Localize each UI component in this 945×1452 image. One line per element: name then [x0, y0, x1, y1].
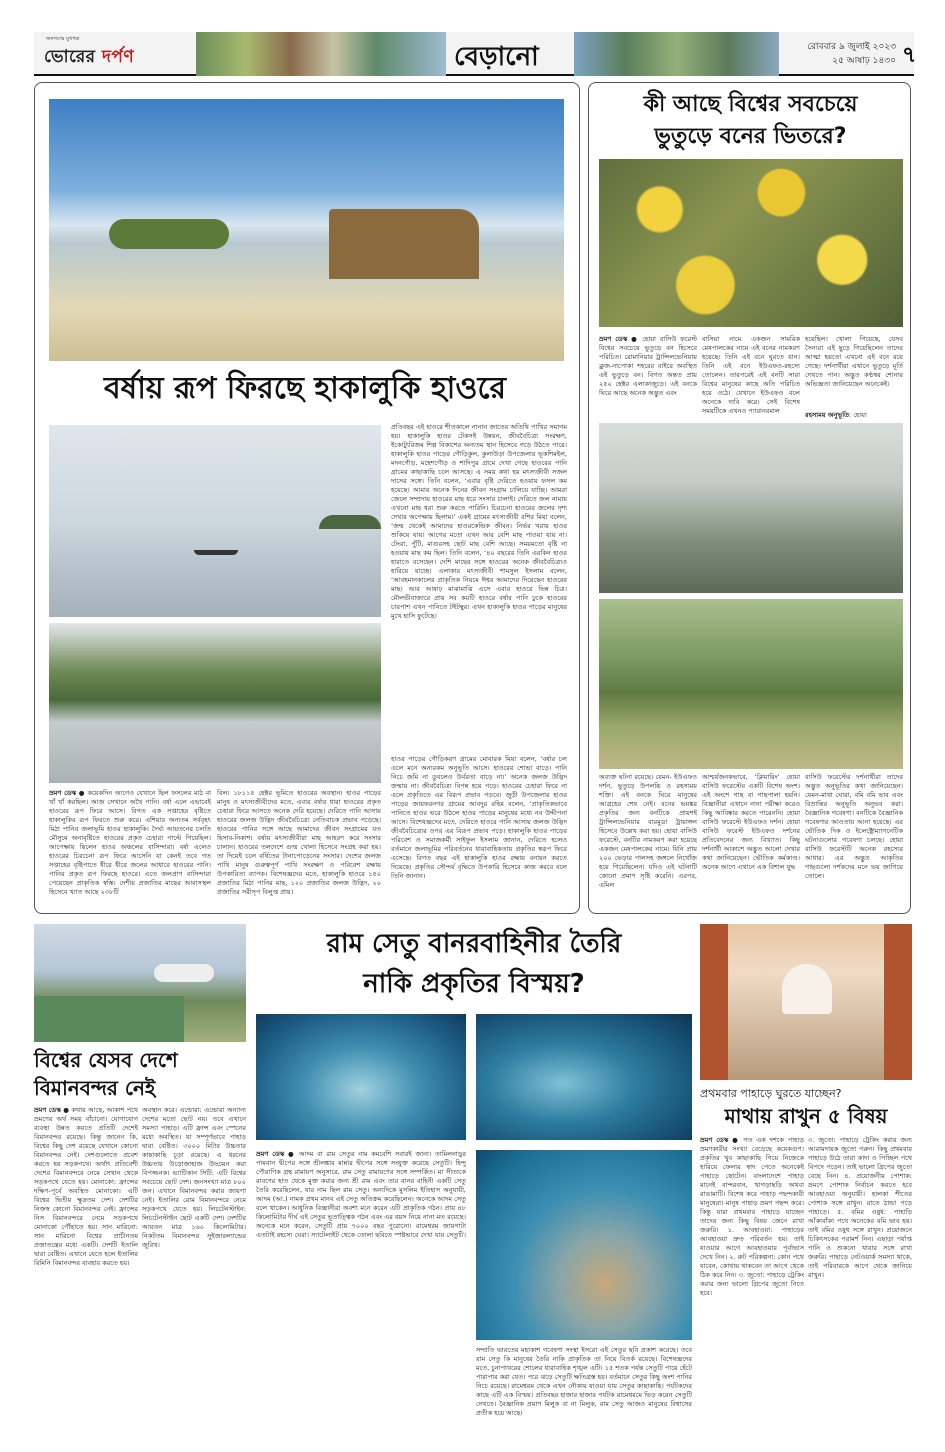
helipad-shape — [34, 996, 184, 1042]
ramsetu-headline-line-2: নাকি প্রকৃতির বিস্ময়? — [363, 969, 585, 999]
boat-shape — [194, 550, 238, 555]
airport-headline-line-2: বিমানবন্দর নেই — [34, 1076, 156, 1100]
airport-headline — [34, 1046, 246, 1102]
haor-article — [34, 82, 580, 914]
hill-article — [700, 924, 912, 1424]
airport-col-1-text: কথায় আছে, আকাশ পথে ভ্রমণের অর্থ সময় বাঁচানো। যোগাযোগ ব্যবস্থা উন্নত করতে প্রতিটি দেশেই বিমানবন্দর রয়েছে। কিন্তু জানেন কি, বিশ্বের কিছু দেশ রয়েছে যেখানে কোনো বিমানবন্দর নেই। দেশগুলোতে প্রবেশ করতে হয় সড়কপথে। অর্থাৎ প্রতিবেশী দেশের বিমানবন্দরে নেমে সেখান থেকে সড়কপথে যেতে হয়। মোনাকো: ফ্রান্সের দক্ষিণ-পূর্বে অবস্থিত মোনাকো। এটি বিশ্বের দ্বিতীয় ক্ষুদ্রতম দেশ। দেশটির নিজস্ব কোনো বিমানবন্দর নেই। ফ্রান্সের নিস বিমানবন্দরে নেমে সড়কপথে মোনাকো পৌঁছাতে হয়। সান মারিনো: সান মারিনো বিশ্বের প্রাচীনতম প্রজাতন্ত্রের মধ্যে একটি। দেশটি ইতালি দ্বারা বেষ্টিত। এখানে যেতে হলে ইতালির রিমিনি বিমানবন্দর ব্যবহার করতে হয়। — [34, 1106, 138, 1267]
masthead-photo-left — [196, 32, 446, 76]
helipad-photo — [34, 924, 246, 1042]
airport-byline: ভ্রমণ ডেস্ক — [34, 1106, 61, 1114]
forest-col-3: হয়েছিল। খোলা গিয়েছে, যেসব সৈন্যরা এই ছুড়ে গিয়েছিলেন তাদের আত্মা হয়তো এখনো এই বনে রয়ে গেছে। দর্শনার্থীরা এখানে ভুতুড়ে মূর্তি দেখতে পান। অদ্ভুত কণ্ঠস্বর শোনার অভিজ্ঞতা জানিয়েছেন অনেকেই। — [805, 335, 903, 388]
taj-mahal-photo — [700, 924, 912, 1080]
ramsetu-byline: ভ্রমণ ডেস্ক — [256, 1150, 285, 1158]
haor-col-1-text: কয়েকদিন আগেও যেখানে ছিল ফসলের মাঠ বা খাঁ খাঁ করছিল। আজ সেখানে অথৈ পানি। বর্ষা এলে এভাবেই হাওরের রূপ ফিরে আসে। বিগত এক সপ্তাহের বৃষ্টিতে হাকালুকির রূপ ফিরতে শুরু করে। এশিয়ার অন্যতম সর্ববৃহৎ মিঠা পানির জলাভূমি হাওর হাকালুকি। দৈর্ঘ্য আয়তনের চলতি মৌসুমে অনাবৃষ্টিতে হাওরের প্রকৃত চেহারা পাল্টে গিয়েছিল। আপেক্ষায় ছিলেন হাওর অঞ্চলের বাসিন্দারা। বর্ষা এলেও হাওরের চিরচেনা রূপ ফিরে আসেনি যা কেনই তবে গত সপ্তাহের বৃষ্টিপাতে ধীরে ধীরে জলের আধারে হাওরের পানি। পানির প্রকৃত রূপ ফিরছে হাওরে। এতে জলপ্রাণ বাসিন্দারা পেয়েছেন প্রাকৃতিক স্বস্তি। দেশীয় প্রজাতির মাছের আবাসস্থল হিসেবে খ্যাত আছে ২৩৮টি — [49, 789, 211, 896]
forest-quote-text: হোয়া — [853, 411, 867, 419]
ramsetu-aerial-photo — [476, 1150, 692, 1340]
forest-quote-label: রহস্যময় অনুভূতি — [805, 411, 849, 419]
hill-byline: ভ্রমণ ডেস্ক — [700, 1136, 729, 1144]
ramsetu-headline — [256, 924, 692, 1004]
ramsetu-satellite-photo-2 — [476, 1014, 692, 1140]
ramsetu-col-2: সম্প্রতি ভারতের মহাকাশ গবেষণা সংস্থা ইসরো এই সেতুর ছবি প্রকাশ করেছে। তবে রাম সেতু কি মানুষের তৈরি নাকি প্রাকৃতিক তা নিয়ে বিতর্ক রয়েছে। বিশেষজ্ঞদের মতে, চুনাপাথরের শোলের ধারাবাহিক শৃঙ্খল এটি। ১৫ শতক পর্যন্ত সেতুটি পায়ে হেঁটে পারাপার করা যেত। পরে ঝড়ে সেতুটি ক্ষতিগ্রস্ত হয়। বর্তমানে সেতুর কিছু অংশ পানির নিচে রয়েছে। রামেশ্বরম থেকে এখন নৌকায় যাওয়া যায় সেতুর কাছাকাছি। পর্যটকদের কাছে এটি এক বিস্ময়। প্রতিবছর হাজার হাজার পর্যটক রামেশ্বরমে ভিড় করেন সেতুটি দেখতে। বৈজ্ঞানিক প্রমাণ মিলুক বা না মিলুক, রাম সেতু আজও মানুষের বিশ্বাসের প্রতীক হয়ে আছে। — [476, 1346, 692, 1417]
airport-headline-line-1: বিশ্বের যেসব দেশে — [34, 1048, 178, 1072]
masthead-photo-right — [574, 32, 779, 76]
haor-col-4: হাওর পাড়ের গৌড়িকরণ গ্রামের মোবারক মিয়া বলেন, ‘বর্ষার চল এলে মনে অন্যরকম অনুভূতি আসে। হাওরের শোভা বাড়ে। পানি নিচে জমি না ডুবলেও উর্বরতা বাড়ে না।’ অনেক জলজ উদ্ভিদ জন্মায় না। জীববৈচিত্র্য বিপন্ন হয়ে পড়ে। হাওরের চেহারা ফিরে না এলে প্রকৃতিতে এর বিরূপ প্রভাব পড়বে। জুড়ী উপজেলার হাওর পাড়ের জায়ফরনগর গ্রামের আবদুর রহিম বলেন, ‘প্রাকৃতিকভাবে পানিতে হাওর ভরে উঠলে হাওর পাড়ের মানুষের মধ্যে নব উদ্দীপনা আসে। বিশেষজ্ঞদের মতে, দেরিতে হাওরে পানি আসায় জলজ উদ্ভিদ জীববৈচিত্র্যের ওপর এর বিরূপ প্রভাব পড়ে। হাকালুকি হাওর পাড়ের পরিবেশ ও সমাজকর্মী সাইফুল ইসলাম জানান, দেরিতে হলেও বর্তমানে জলাভূমির পরিবর্তনের ধারাবাহিকতায় প্রকৃতির স্বরূপ ফিরে এসেছে। বিগত বছর এই হাকালুকি হাওর রক্ষায় বনায়ন করতে দিয়েছে। প্রকৃতির সৌন্দর্য বৃদ্ধিতে উপকারি হিসেবে কাজ করবে বলে তিনি জানান। — [391, 755, 567, 880]
page-number: ৭ — [902, 43, 917, 68]
hill-subhead: প্রথমবার পাহাড়ে ঘুরতে যাচ্ছেন? — [700, 1087, 842, 1100]
haor-byline: ভ্রমণ ডেস্ক — [49, 789, 77, 797]
forest-col-1: ভ্রমণ ডেস্ক ● হোয়া বাসিউ ফরেস্ট বিশ্বের সবচেয়ে ভুতুড়ে বন হিসেবে পরিচিত। রোমানিয়ার ট্রান্সিলভেনিয়ায় ক্লুজ-নাপোকা শহরের বাইরে অবস্থিত এই ভুতুড়ে বন। বিগত অন্তত প্রায় ২৫০ হেক্টর এলাকাজুড়ে। এই বনকে ঘিরে আছে অনেক অদ্ভুত এবং — [599, 335, 697, 397]
dome-shape — [782, 964, 832, 1014]
yellow-forest-photo — [599, 159, 903, 327]
airport-col-2: অবস্থান করে। এন্ডোরা: এন্ডোরা অন্যান্য দেশের মতো ছোট নয়। তবে এখানে সমস্যা পাহাড়। এটি ফ্রান্স এবং স্পেনের মধ্যে অবস্থিত। যা সম্পূর্ণভাবে পাহাড় দ্বারা বেষ্টিত। ৩০০০ মিটার উচ্চতার কাছাকাছি চূড়া রয়েছে। এ ধরনের উচ্চতায় উড়োজাহাজ উড্ডয়ন করা বিপজ্জনক। ভ্যাটিকান সিটি: এটি বিশ্বের সবচেয়ে ছোট দেশ। জনসংখ্যা মাত্র ৮০০ জন। এখানে বিমানবন্দর করার জায়গা নেই। ইতালির রোম বিমানবন্দরে নেমে সড়কপথে যেতে হয়। লিচটেনস্টাইন: লিচটেনস্টাইন ছোট একটি দেশ। দেশটির আয়তন মাত্র ১৬০ কিলোমিটার। নিকটতম বিমানবন্দর সুইজারল্যান্ডের জুরিখ। — [142, 1106, 246, 1249]
masthead — [34, 32, 917, 76]
ramsetu-satellite-photo-1 — [256, 1014, 466, 1140]
logo-part-1: ভোরের — [44, 47, 96, 67]
hut-shape — [329, 209, 479, 279]
hill-col-2: ৩. জুতো: পাহাড়ে ট্রেকিং করার জন্য আরামদায়ক জুতো পরুন। কিছু প্রথমবার পাহাড়ে উঠে তারা কাদা ও পিচ্ছিল পথে বিপদে পড়েন। তাই ভালো গ্রিপের জুতো বেছে নিন। ৪. প্রয়োজনীয় পোশাক: ভ্রমণে পোশাক নির্বাচন করতে হবে আবহাওয়া অনুযায়ী। হালকা শীতের পোশাক সঙ্গে রাখুন। রাতে ঠান্ডা পড়ে পাহাড়ে। ৫. বমির ওষুধ: পাহাড়ি আঁকাবাঁকা পথে অনেকের বমি ভাব হয়। তাই বমির ওষুধ সঙ্গে রাখুন। প্রয়োজনে চিকিৎসকের পরামর্শ নিন। এছাড়া পর্যাপ্ত পানি ও শুকনো খাবার সঙ্গে রাখা জরুরি। পাহাড়ে নেটওয়ার্ক সমস্যা থাকে, তাই পরিবারকে আগে থেকে জানিয়ে রাখুন। — [808, 1136, 912, 1279]
hill-col-1: ভ্রমণ ডেস্ক ● গত এক দশকে পাহাড় ভ্রমণকারীর সংখ্যা বেড়েছে কয়েকগুণ। প্রকৃতির খুব কাছাকাছি গিয়ে নিজেকে হারিয়ে ফেলার স্বাদ পেতে অনেকেই পাহাড়ে ছোটেন। বাংলাদেশে পাহাড় মানেই বান্দরবান, খাগড়াছড়ি অথবা রাঙামাটি। বিশেষ করে পাহাড় পছন্দকারী মানুষেরা। মানুষ পাহাড় ভ্রমণ পছন্দ করে। কিন্তু যারা প্রথমবার পাহাড়ে যাচ্ছেন তাদের জন্য কিছু বিষয় জেনে রাখা জরুরি। ১. আবহাওয়া: পাহাড়ের আবহাওয়া দ্রুত পরিবর্তন হয়। তাই যাওয়ার আগে আবহাওয়ার পূর্বাভাস দেখে নিন। ২. রুট পরিকল্পনা: কোন পথে যাবেন, কোথায় থাকবেন তা আগে থেকে ঠিক করে নিন। ৩. জুতো: পাহাড়ে ট্রেকিং করার জন্য ভালো গ্রিপের জুতো নিতে হবে। — [700, 1136, 804, 1297]
forest-col-6: বাসিউ ফরেস্টের দর্শনার্থীরা তাদের অদ্ভুত অনুভূতির কথা জানিয়েছেন। যেমন-মাথা ঘোরা, বমি বমি ভাব এবং বিভ্রান্তির অনুভূতি অনুভব করা। বৈজ্ঞানিক গবেষণা। বনটিকে বৈজ্ঞানিক গবেষণার আওতায় আনা হয়েছে। এর ভৌতিক দিক ও ইলেক্ট্রোম্যাগনেটিক ঘটনাগুলোর গবেষণা চলছে। হোয়া বাসিউ ফরেস্টটি অনেক রহস্যের আধার। এর অদ্ভুত আকৃতির গাছগুলো দর্শকদের মনে ভয় জাগিয়ে তোলে। — [805, 773, 903, 880]
forest-headline-line-2: ভুতুড়ে বনের ভিতরে? — [654, 124, 847, 149]
hill-headline: মাথায় রাখুন ৫ বিষয় — [724, 1104, 888, 1128]
helicopter-shape — [154, 964, 214, 982]
crooked-forest-photo — [599, 599, 903, 769]
airport-col-1: ভ্রমণ ডেস্ক ● কথায় আছে, আকাশ পথে ভ্রমণের অর্থ সময় বাঁচানো। যোগাযোগ ব্যবস্থা উন্নত করতে প্রতিটি দেশেই বিমানবন্দর রয়েছে। কিন্তু জানেন কি, বিশ্বের কিছু দেশ রয়েছে যেখানে কোনো বিমানবন্দর নেই। দেশগুলোতে প্রবেশ করতে হয় সড়কপথে। অর্থাৎ প্রতিবেশী দেশের বিমানবন্দরে নেমে সেখান থেকে সড়কপথে যেতে হয়। মোনাকো: ফ্রান্সের দক্ষিণ-পূর্বে অবস্থিত মোনাকো। এটি বিশ্বের দ্বিতীয় ক্ষুদ্রতম দেশ। দেশটির নিজস্ব কোনো বিমানবন্দর নেই। ফ্রান্সের নিস বিমানবন্দরে নেমে সড়কপথে মোনাকো পৌঁছাতে হয়। সান মারিনো: সান মারিনো বিশ্বের প্রাচীনতম প্রজাতন্ত্রের মধ্যে একটি। দেশটি ইতালি দ্বারা বেষ্টিত। এখানে যেতে হলে ইতালির রিমিনি বিমানবন্দর ব্যবহার করতে হয়। — [34, 1106, 138, 1267]
haor-boat-photo — [49, 425, 381, 617]
haor-flood-photo — [49, 99, 564, 361]
forest-col-5: আশ্চর্যজনকভাবে, ‘ক্লিয়ারিং’ হোয়া বাসিউ ফরেস্টের একটি বিশেষ অংশ। এই অংশে গাছ বা গাছপালা হয়নি। বিজ্ঞানীরা এখানে নানা পরীক্ষা করেও কিছু আবিষ্কার করতে পারেননি। হোয়া বাসিউ ফরেস্টে ইউএফও দর্শন। হোয়া বাসিউ ফরেস্ট ইউএফও দর্শনের প্রতিবেদনের জন্য বিখ্যাত। কিছু দর্শনার্থী আকাশে অদ্ভুত আলো দেখার কথা জানিয়েছেন। ভৌতিক কর্মকাণ্ড। অনেক আগে এখানে এক বিশাল যুদ্ধ — [702, 773, 800, 871]
haor-col-1: ভ্রমণ ডেস্ক ● কয়েকদিন আগেও যেখানে ছিল ফসলের মাঠ বা খাঁ খাঁ করছিল। আজ সেখানে অথৈ পানি। বর্ষা এলে এভাবেই হাওরের রূপ ফিরে আসে। বিগত এক সপ্তাহের বৃষ্টিতে হাকালুকির রূপ ফিরতে শুরু করে। এশিয়ার অন্যতম সর্ববৃহৎ মিঠা পানির জলাভূমি হাওর হাকালুকি। দৈর্ঘ্য আয়তনের চলতি মৌসুমে অনাবৃষ্টিতে হাওরের প্রকৃত চেহারা পাল্টে গিয়েছিল। আপেক্ষায় ছিলেন হাওর অঞ্চলের বাসিন্দারা। বর্ষা এলেও হাওরের চিরচেনা রূপ ফিরে আসেনি যা কেনই তবে গত সপ্তাহের বৃষ্টিপাতে ধীরে ধীরে জলের আধারে হাওরের পানি। পানির প্রকৃত রূপ ফিরছে হাওরে। এতে জলপ্রাণ বাসিন্দারা পেয়েছেন প্রাকৃতিক স্বস্তি। দেশীয় প্রজাতির মাছের আবাসস্থল হিসেবে খ্যাত আছে ২৩৮টি — [49, 789, 211, 896]
ramsetu-col-1-text: আদম বা রাম সেতুর নাম কমবেশি সবারই জানা। তামিলনাড়ুর পামবান দ্বীপের সঙ্গে শ্রীলঙ্কার মান্নার দ্বীপের সঙ্গে সংযুক্ত করেছে সেতুটি। হিন্দু পৌরাণিক গ্রন্থ রামায়ণ অনুসারে, রাম সেতু রামায়ণের সঙ্গে সম্পর্কিত। মা সীতাকে রাবণের হাত থেকে মুক্ত করার জন্য শ্রী রাম এবং তার বানর বাহিনী একটি সেতু তৈরি করেছিলেন, যার নাম ছিল রাম সেতু। অন্যদিকে মুসলিম ইতিহাস অনুযায়ী, আদম (আ.) নামক প্রথম মানব এই সেতু অতিক্রম করেছিলেন। অনেকে আদম সেতু বলে থাকেন। আধুনিক বিজ্ঞানীরা অবশ্য মনে করেন এটি প্রাকৃতিক গঠন। প্রায় ৪৮ কিলোমিটার দীর্ঘ এই সেতুর ভূতাত্ত্বিক গঠন এবং এর বয়স নিয়ে নানা মত রয়েছে। অনেকে মনে করেন, সেতুটি প্রায় ৭০০০ বছর পুরোনো। রামেশ্বরম জায়গাটা এতটাই রহস্যে ঘেরা। স্যাটেলাইট থেকে তোলা ছবিতে স্পষ্টভাবে দেখা যায় সেতুটি। — [256, 1150, 466, 1239]
haor-col-2: বিল। ১৮১১৫ হেক্টর ভূমিতে হাওরের অবস্থান। হাওর পাড়ের মানুষ ও মৎস্যজীবীদের মতে, এবার বর্ষার ধারা হাওরের প্রকৃত চেহারা ফিরে আসতে অনেক দেরি হয়েছে। দেরিতে পানি আসায় হাওরের জলজ উদ্ভিদ জীববৈচিত্র্যে নেতিবাচক প্রভাব পড়েছে। হাওরের পানির সঙ্গে আছে আমাদের জীবন সংগ্রামের যত হিসাব-নিকাশ। বর্ষায় মৎস্যজীবীরা মাছ আহরণ করে সংসার চালান। হাওরের তলদেশে গুল্ম খোলা হিসেবে সংগ্রহ করা হয়। তা দিয়েই চলে বর্ষিতের টানাপোড়েনের সংসার। দেশের জলজ পাখি মানুষ গুরুত্বপূর্ণ পাখি সংরক্ষণ ও পরিবেশ রক্ষায় উপকারিতা ব্যাপক। বিশেষজ্ঞদের মতে, হাকালুকি হাওরে ১৫০ প্রজাতির মিঠা পানির মাছ, ১২০ প্রজাতির জলজ উদ্ভিদ, ২০ প্রজাতির সরীসৃপ বিলুপ্ত প্রায়। — [217, 789, 381, 896]
tree-island-shape — [109, 219, 229, 249]
date-gregorian: রোববার ৯ জুলাই ২০২৩ — [807, 42, 896, 52]
haor-headline: বর্ষায় রূপ ফিরছে হাকালুকি হাওরে — [103, 371, 506, 406]
forest-headline — [597, 89, 904, 153]
distant-trees-shape — [319, 515, 381, 529]
issue-date — [786, 40, 896, 68]
date-bengali: ২৫ আষাঢ় ১৪৩০ — [832, 56, 896, 66]
forest-col-2: বাসিয়া নামে একজন সামরিক মেষপালকের নামে এই বনের নামকরণ হয়েছে। তিনি এই বনে ঘুরতে যান। তিনি এই বনে ইউএফও-রহস্যে তোলেন। তারপরেই এই বনটি সারা বিশ্বের মানুষের কাছে অতি পরিচিত হয়ে ওঠে। যেখানে ইউএফও বলে অনেকে দাবি করে। সেই বিশেষ সময়টিকে এখনও প্যারানরমাল — [702, 335, 800, 415]
forest-col-1-text: হোয়া বাসিউ ফরেস্ট বিশ্বের সবচেয়ে ভুতুড়ে বন হিসেবে পরিচিত। রোমানিয়ার ট্রান্সিলভেনিয়ায় ক্লুজ-নাপোকা শহরের বাইরে অবস্থিত এই ভুতুড়ে বন। বিগত অন্তত প্রায় ২৫০ হেক্টর এলাকাজুড়ে। এই বনকে ঘিরে আছে অনেক অদ্ভুত এবং — [599, 335, 697, 397]
ramsetu-headline-line-1: রাম সেতু বানরবাহিনীর তৈরি — [326, 929, 622, 959]
logo-tagline: জনগণের মুখপত্র — [46, 36, 80, 42]
foggy-forest-photo — [599, 423, 903, 593]
newspaper-logo[interactable] — [44, 44, 134, 72]
haor-village-photo — [49, 623, 381, 783]
arch-left-shape — [700, 924, 728, 1080]
haor-col-3: প্রতিবছর এই হাওরে শীতকালে নানান জাতের অতিথি পাখির সমাগম হয়। হাকালুকি হাওর টেকসই উন্নয়ন, জীববৈচিত্র্য সংরক্ষণ, ইকোট্যুরিজম শিল্প বিকাশের অন্যতম স্থান হিসেবে গড়ে উঠতে পারে। হাকালুকি হাওর পাড়ের গৌড়িকুল, কুলাউড়া উপজেলার ভূকশিমইল, মদনগৌড়, মহেশগৌড় ও শাদিপুর গ্রামে দেখা গেছে হাওরের পানি গ্রামের কাছাকাছি চলে আসছে। এ সময় কথা হয় মৎস্যজীবী সজল দাসের সঙ্গে। তিনি বলেন, ‘এবার বৃষ্টি দেরিতে হওয়ায় ফসল কম হয়েছে। আমার অনেক দিনের জীবন সংগ্রাম চালিয়ে যাচ্ছি। আমরা জেলে সম্প্রদায় হাওরের মাছ ধরে সংসার চালাই। দেরিতে জল নামায় এখনো মাছ ধরা শুরু করতে পারিনি। চিরচেনা হাওরের জলের দৃশ্য দেখার অপেক্ষায় ছিলাম।’ একই গ্রামের মৎস্যজীবী বশির মিয়া বলেন, ‘জন্ম থেকেই আমাদের হাওরকেন্দ্রিক জীবন। নির্ভর খরায় হাওর শুকিয়ে যায়। আগের মতো এখন আর বেশি মাছ পাওয়া যায় না। টেংরা, পুঁটি, মাগুরসহ ছোট মাছ বেশি আছে। সময়মতো বৃষ্টি না হওয়ায় মাছ কম ছিল। তিনি বলেন, ‘৪০ বছরের তিনি এরকিন হাওর হারাতে বসেছেন। দেশি মাছের সঙ্গে হাওরের অনেক জীববৈচিত্র্যও হারিয়ে যাচ্ছে। এলাকার মৎস্যজীবী শামসুল ইসলাম বলেন, ‘আবহমানকালের প্রাকৃতিক নিয়মে ঈশ্বর আমাদের দিয়েছেন হাওরের মাছ। আর আষাঢ় মাঝামাঝি এসে এবার হাওরে ভিন্ন চিত্র। মৌলভীবাজারে প্রায় সব কয়টি হাওরে বর্ষার পানি ঢুকে হাওরের চারপাশ এখন পানিতে টইটম্বুর। এখন হাকালুকি হাওর পাড়ের মানুষের মুখে হাসি ফুটেছে। — [391, 423, 567, 620]
forest-byline: ভ্রমণ ডেস্ক — [599, 335, 628, 343]
section-title: বেড়ানো — [454, 42, 539, 72]
logo-part-2: দর্পণ — [95, 47, 135, 67]
airport-article — [34, 924, 246, 1424]
forest-article — [588, 82, 911, 914]
forest-col-4: অব্যক্ত ঘটনা রয়েছে। যেমন- ইউএফও দর্শন, ভুতুড়ে উপলব্ধি ও রহস্যময় শক্তি। এই বনকে ঘিরে মানুষের আগ্রহের শেষ নেই। বনের ভয়ঙ্কর প্রকৃতির জন্য বনটিকে প্রায়শই ট্রান্সিলভেনিয়ার বারমুডা ট্রায়াঙ্গল হিসেবে উল্লেখ করা হয়। হোয়া বাসিউ ফরেস্টে, বনটির নামকরণ করা হয়েছে একজন মেষপালকের নামে। যিনি প্রায় ২০০ ভেড়ার পালসহ জঙ্গলে নিখোঁজ হয়ে গিয়েছিলেন। যদিও এই ঘটনাটি কোনো প্রমাণ সৃষ্টি করেনি। এরপর, এমিল — [599, 773, 697, 889]
arch-right-shape — [884, 924, 912, 1080]
hill-col-1-text: গত এক দশকে পাহাড় ভ্রমণকারীর সংখ্যা বেড়েছে কয়েকগুণ। প্রকৃতির খুব কাছাকাছি গিয়ে নিজেকে হারিয়ে ফেলার স্বাদ পেতে অনেকেই পাহাড়ে ছোটেন। বাংলাদেশে পাহাড় মানেই বান্দরবান, খাগড়াছড়ি অথবা রাঙামাটি। বিশেষ করে পাহাড় পছন্দকারী মানুষেরা। মানুষ পাহাড় ভ্রমণ পছন্দ করে। কিন্তু যারা প্রথমবার পাহাড়ে যাচ্ছেন তাদের জন্য কিছু বিষয় জেনে রাখা জরুরি। ১. আবহাওয়া: পাহাড়ের আবহাওয়া দ্রুত পরিবর্তন হয়। তাই যাওয়ার আগে আবহাওয়ার পূর্বাভাস দেখে নিন। ২. রুট পরিকল্পনা: কোন পথে যাবেন, কোথায় থাকবেন তা আগে থেকে ঠিক করে নিন। ৩. জুতো: পাহাড়ে ট্রেকিং করার জন্য ভালো গ্রিপের জুতো নিতে হবে। — [700, 1136, 804, 1297]
forest-quote: রহস্যময় অনুভূতি: হোয়া — [805, 411, 867, 419]
forest-headline-line-1: কী আছে বিশ্বের সবচেয়ে — [643, 92, 858, 117]
ramsetu-col-1: ভ্রমণ ডেস্ক ● আদম বা রাম সেতুর নাম কমবেশি সবারই জানা। তামিলনাড়ুর পামবান দ্বীপের সঙ্গে শ্রীলঙ্কার মান্নার দ্বীপের সঙ্গে সংযুক্ত করেছে সেতুটি। হিন্দু পৌরাণিক গ্রন্থ রামায়ণ অনুসারে, রাম সেতু রামায়ণের সঙ্গে সম্পর্কিত। মা সীতাকে রাবণের হাত থেকে মুক্ত করার জন্য শ্রী রাম এবং তার বানর বাহিনী একটি সেতু তৈরি করেছিলেন, যার নাম ছিল রাম সেতু। অন্যদিকে মুসলিম ইতিহাস অনুযায়ী, আদম (আ.) নামক প্রথম মানব এই সেতু অতিক্রম করেছিলেন। অনেকে আদম সেতু বলে থাকেন। আধুনিক বিজ্ঞানীরা অবশ্য মনে করেন এটি প্রাকৃতিক গঠন। প্রায় ৪৮ কিলোমিটার দীর্ঘ এই সেতুর ভূতাত্ত্বিক গঠন এবং এর বয়স নিয়ে নানা মত রয়েছে। অনেকে মনে করেন, সেতুটি প্রায় ৭০০০ বছর পুরোনো। রামেশ্বরম জায়গাটা এতটাই রহস্যে ঘেরা। স্যাটেলাইট থেকে তোলা ছবিতে স্পষ্টভাবে দেখা যায় সেতুটি। — [256, 1150, 466, 1239]
ramsetu-article — [256, 924, 692, 1424]
